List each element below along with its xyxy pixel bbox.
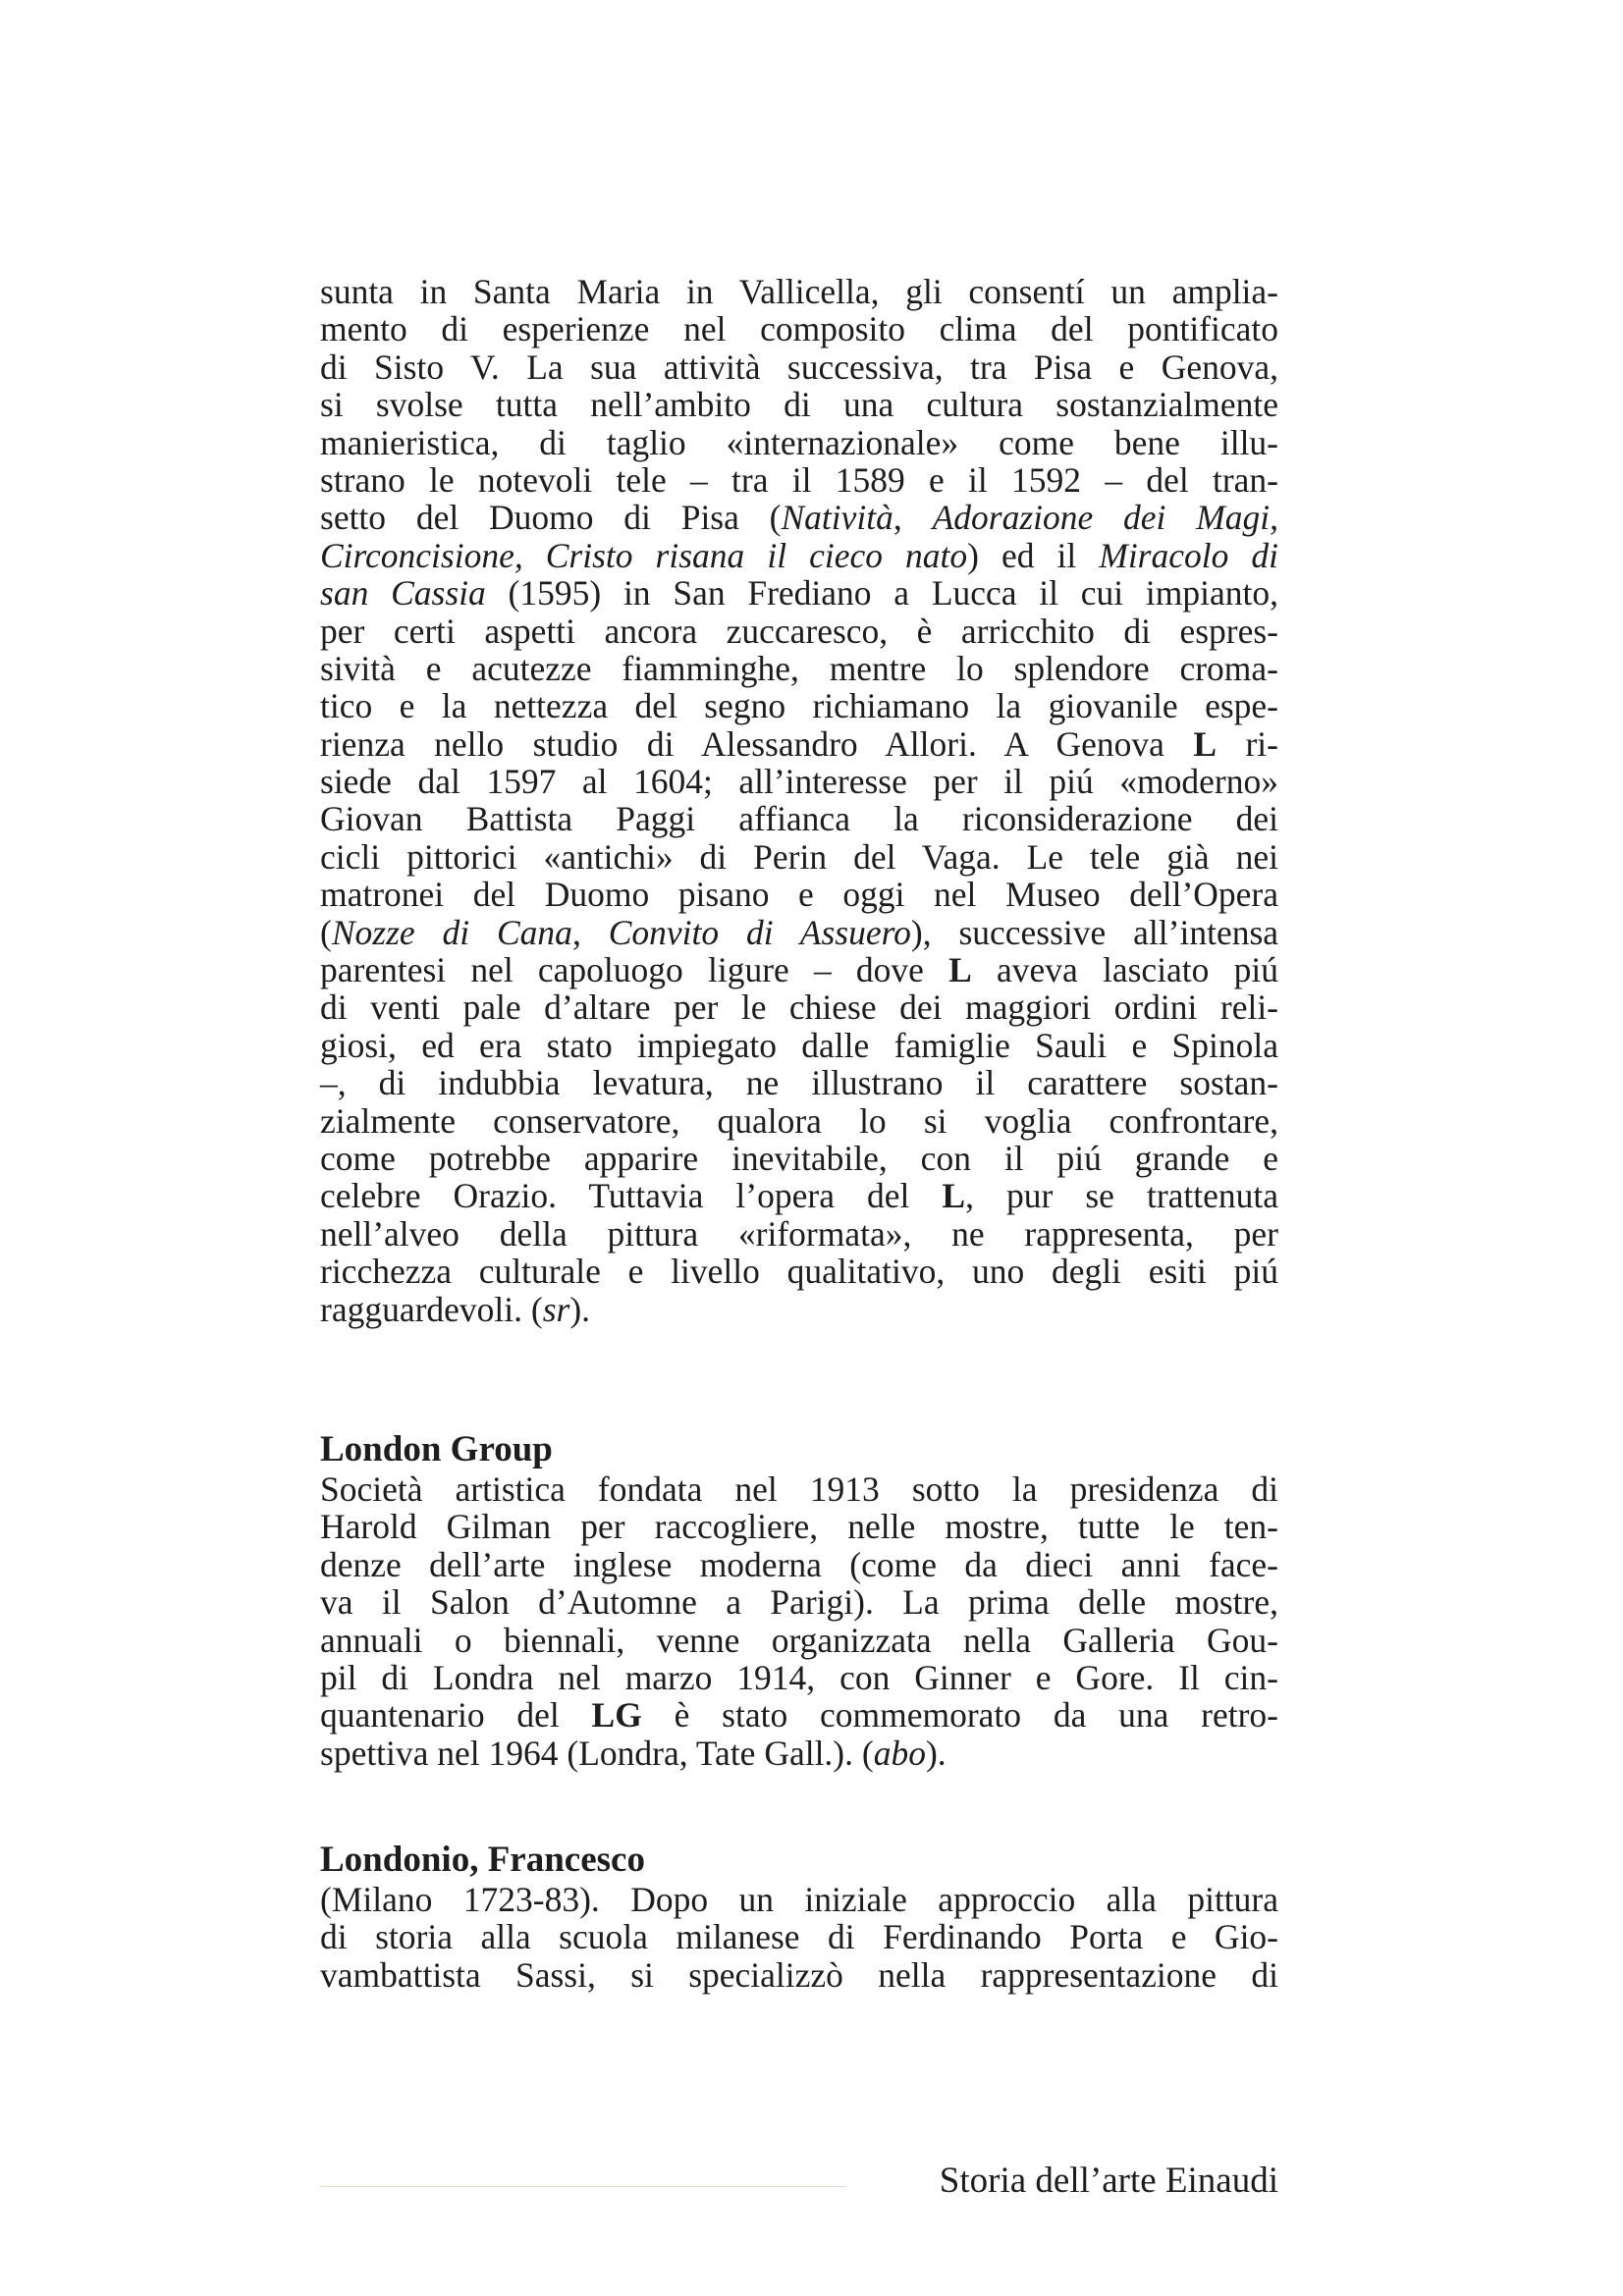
footer-rule bbox=[320, 2186, 846, 2187]
body-line: zialmente conservatore, qualora lo si voglia confrontare, bbox=[320, 1100, 1278, 1141]
body-line: –, di indubbia levatura, ne illustrano il carattere sostan- bbox=[320, 1063, 1278, 1103]
body-line: Società artistica fondata nel 1913 sotto la presidenza di bbox=[320, 1469, 1278, 1509]
body-line: (Nozze di Cana, Convito di Assuero), successive all’intensa bbox=[320, 912, 1279, 952]
body-line: sività e acutezze fiamminghe, mentre lo splendore croma- bbox=[320, 648, 1278, 688]
body-line: celebre Orazio. Tuttavia l’opera del L, pur se trattenuta bbox=[320, 1176, 1278, 1216]
body-line: denze dell’arte inglese moderna (come da dieci anni face- bbox=[320, 1544, 1278, 1584]
body-line: di storia alla scuola milanese di Ferdinando Porta e Gio- bbox=[320, 1917, 1278, 1957]
body-line: siede dal 1597 al 1604; all’interesse per il piú «moderno» bbox=[320, 762, 1278, 802]
body-line: Circoncisione, Cristo risana il cieco nato) ed il Miracolo di bbox=[320, 535, 1279, 575]
entry-londonio-body bbox=[320, 1881, 1278, 1994]
body-line: ricchezza culturale e livello qualitativo, uno degli esiti piú bbox=[320, 1252, 1278, 1292]
body-line: parentesi nel capoluogo ligure – dove L aveva lasciato piú bbox=[320, 950, 1278, 990]
body-line: ragguardevoli. (sr). bbox=[320, 1289, 591, 1329]
body-line: annuali o biennali, venne organizzata nella Galleria Gou- bbox=[320, 1620, 1278, 1660]
body-line: (Milano 1723-83). Dopo un iniziale approccio alla pittura bbox=[320, 1880, 1278, 1919]
entry-london-group-body bbox=[320, 1470, 1278, 1772]
body-line: di venti pale d’altare per le chiese dei maggiori ordini reli- bbox=[320, 988, 1278, 1028]
body-line: per certi aspetti ancora zuccaresco, è arricchito di espres- bbox=[320, 611, 1278, 651]
body-line: giosi, ed era stato impiegato dalle famiglie Sauli e Spinola bbox=[320, 1025, 1278, 1065]
body-line: mento di esperienze nel composito clima del pontificato bbox=[320, 309, 1278, 349]
body-line: tico e la nettezza del segno richiamano la giovanile espe- bbox=[320, 686, 1278, 726]
body-line: manieristica, di taglio «internazionale» come bene illu- bbox=[320, 422, 1278, 462]
body-line: san Cassia (1595) in San Frediano a Lucca il cui impianto, bbox=[320, 573, 1278, 614]
body-line: setto del Duomo di Pisa (Natività, Adorazione dei Magi, bbox=[320, 498, 1279, 538]
body-line: va il Salon d’Automne a Parigi). La prima delle mostre, bbox=[320, 1582, 1278, 1623]
body-line: strano le notevoli tele – tra il 1589 e il 1592 – del tran- bbox=[320, 459, 1278, 500]
body-line: si svolse tutta nell’ambito di una cultura sostanzialmente bbox=[320, 385, 1278, 425]
body-line: spettiva nel 1964 (Londra, Tate Gall.). (abo). bbox=[320, 1733, 947, 1773]
body-line: Harold Gilman per raccogliere, nelle mostre, tutte le ten- bbox=[320, 1507, 1278, 1547]
body-line: pil di Londra nel marzo 1914, con Ginner e Gore. Il cin- bbox=[320, 1657, 1278, 1697]
entry-continued-body bbox=[320, 273, 1278, 1328]
body-line: vambattista Sassi, si specializzò nella rappresentazione di bbox=[320, 1954, 1278, 1995]
entry-heading-londonio: Londonio, Francesco bbox=[320, 1840, 645, 1880]
body-line: rienza nello studio di Alessandro Allori. A Genova L ri- bbox=[320, 723, 1278, 764]
body-line: nell’alveo della pittura «riformata», ne rappresenta, per bbox=[320, 1213, 1278, 1254]
body-line: di Sisto V. La sua attività successiva, tra Pisa e Genova, bbox=[320, 347, 1278, 387]
body-line: quantenario del LG è stato commemorato da una retro- bbox=[320, 1695, 1278, 1735]
body-line: come potrebbe apparire inevitabile, con il piú grande e bbox=[320, 1138, 1278, 1178]
entry-heading-london-group: London Group bbox=[320, 1429, 553, 1469]
body-line: Giovan Battista Paggi affianca la riconsiderazione dei bbox=[320, 799, 1278, 839]
footer-title: Storia dell’arte Einaudi bbox=[939, 2161, 1278, 2201]
body-line: matronei del Duomo pisano e oggi nel Museo dell’Opera bbox=[320, 875, 1278, 915]
body-line: sunta in Santa Maria in Vallicella, gli consentí un amplia- bbox=[320, 272, 1278, 311]
body-line: cicli pittorici «antichi» di Perin del Vaga. Le tele già nei bbox=[320, 836, 1278, 877]
